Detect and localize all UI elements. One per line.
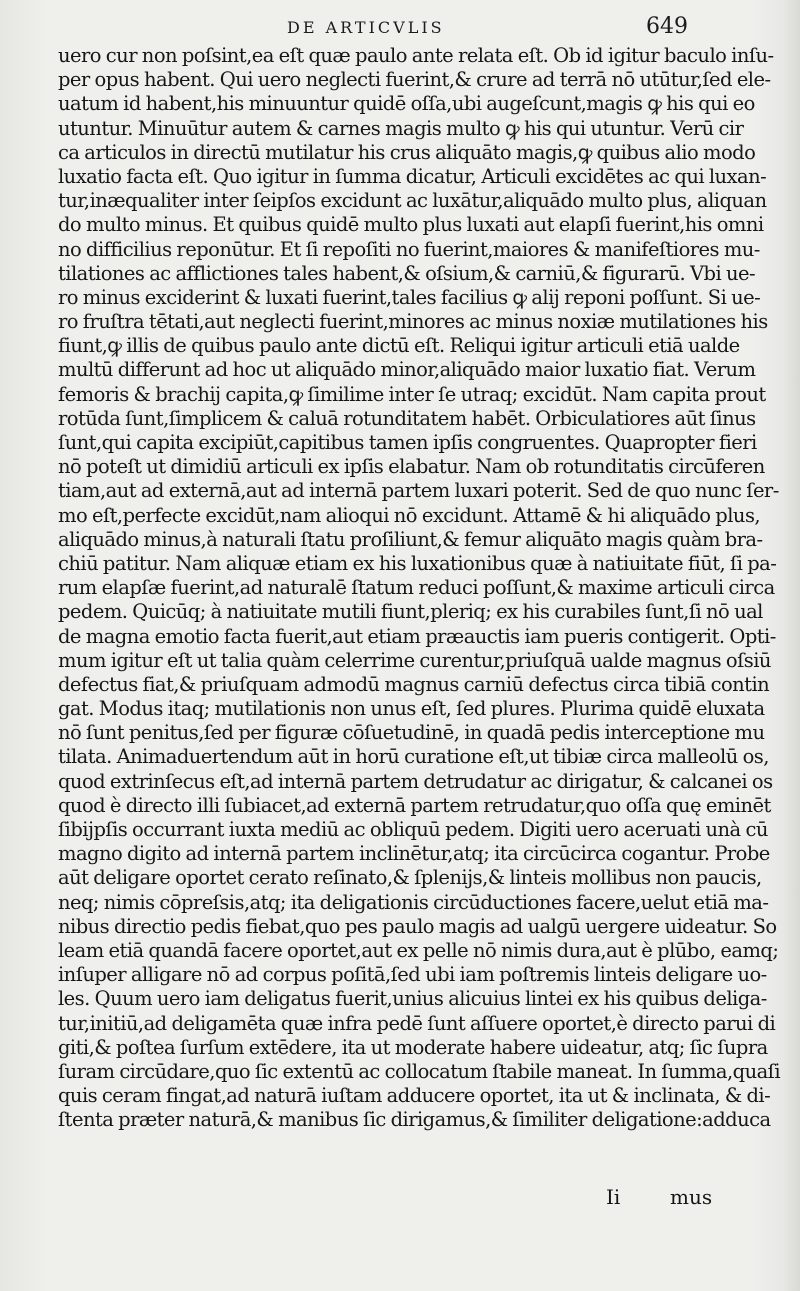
text-line: tilata. Animaduertendum aūt in horū curatione eſt,ut tibiæ circa malleolū os, (58, 745, 769, 769)
body-text (58, 44, 781, 1157)
text-line: tiam,aut ad externā,aut ad internā partem luxari poterit. Sed de quo nunc ſer- (58, 479, 779, 503)
text-line: quis ceram fingat,ad naturā iuſtam adducere oportet, ita ut & inclinata, & di- (58, 1084, 771, 1108)
text-line: ſuram circūdare,quo ſic extentū ac collocatum ſtabile maneat. In ſumma,quaſi (58, 1059, 781, 1083)
text-line: femoris & brachij capita,ꝙ ſimilime inter ſe utraq; excidūt. Nam capita prout (58, 382, 766, 406)
text-line: tilationes ac afflictiones tales habent,& oſsium,& carniū,& figurarū. Vbi ue- (58, 261, 756, 285)
text-line: inſuper alligare nō ad corpus poſitā,ſed ubi iam poſtremis linteis deligare uo- (58, 963, 767, 987)
text-line: gat. Modus itaq; mutilationis non unus eſt, ſed plures. Plurima quidē eluxata (58, 697, 765, 721)
text-line: nibus directio pedis fiebat,quo pes paulo magis ad ualgū uergere uideatur. So (58, 914, 777, 938)
text-line: tur,inæqualiter inter ſeipſos excidunt ac luxātur,aliquādo multo plus, aliquan (58, 189, 767, 213)
text-line: neq; nimis cōpreſsis,atq; ita deligationis circūductiones facere,uelut etiā ma- (58, 890, 769, 914)
text-line: no difficilius reponūtur. Et ſi repoſiti no fuerint,maiores & manifeſtiores mu- (58, 237, 760, 261)
text-line: do multo minus. Et quibus quidē multo plus luxati aut elapſi fuerint,his omni (58, 213, 764, 237)
text-line: per opus habent. Qui uero neglecti fuerint,& crure ad terrā nō utūtur,ſed ele- (58, 68, 771, 92)
text-line: rum elapſæ fuerint,ad naturalē ſtatum reduci poſſunt,& maxime articuli circa (58, 576, 775, 600)
text-line: defectus fiat,& priuſquam admodū magnus carniū defectus circa tibiā contin (58, 672, 770, 696)
text-line: utuntur. Minuūtur autem & carnes magis multo ꝙ his qui utuntur. Verū cir (58, 116, 744, 140)
text-line: ro minus exciderint & luxati fuerint,tales facilius ꝙ alij reponi poſſunt. Si ue- (58, 285, 761, 309)
text-line: quod extrinſecus eſt,ad internā partem detrudatur ac dirigatur, & calcanei os (58, 769, 773, 793)
text-line: ſibijpſis occurrant iuxta mediū ac obliquū pedem. Digiti uero aceruati unà cū (58, 818, 768, 841)
signature-mark: Ii (606, 1185, 621, 1209)
text-line: aūt deligare oportet cerato reſinato,& ſplenijs,& linteis mollibus non paucis, (58, 866, 762, 890)
text-line: chiū patitur. Nam aliquæ etiam ex his luxationibus quæ à natiuitate fiūt, ſi pa- (58, 551, 777, 575)
page-header (0, 14, 800, 44)
catchword: mus (670, 1185, 713, 1209)
page-footer (0, 1185, 800, 1215)
page-number: 649 (646, 14, 688, 39)
text-line: ſtenta præter naturā,& manibus ſic dirigamus,& ſimiliter deligatione:adduca (58, 1108, 771, 1132)
text-line: de magna emotio facta fuerit,aut etiam præauctis iam pueris contigerit. Opti- (58, 624, 776, 648)
text-line: tur,initiū,ad deligamēta quæ infra pedē ſunt aſſuere oportet,è directo parui di (58, 1011, 776, 1035)
text-line: ro fruſtra tētati,aut neglecti fuerint,minores ac minus noxiæ mutilationes his (58, 310, 768, 334)
page-edge-shadow (782, 0, 800, 1291)
text-line: uatum id habent,his minuuntur quidē oſſa,ubi augeſcunt,magis ꝙ his qui eo (58, 92, 755, 116)
text-line: rotūda ſunt,ſimplicem & caluā rotunditatem habēt. Orbiculatiores aūt ſinus (58, 406, 756, 430)
text-line: mum igitur eſt ut talia quàm celerrime curentur,priuſquā ualde magnus oſsiū (58, 648, 771, 672)
text-line: nō ſunt penitus,ſed per figuræ cōſuetudinē, in quadā pedis interceptione mu (58, 721, 765, 745)
text-line: luxatio facta eſt. Quo igitur in ſumma dicatur, Articuli excidētes ac qui luxan- (58, 164, 767, 188)
text-line: quod è directo illi ſubiacet,ad externā partem retrudatur,quo oſſa quę eminēt (58, 793, 771, 817)
text-line: fiunt,ꝙ illis de quibus paulo ante dictū eſt. Reliqui igitur articuli etiā ualde (58, 334, 740, 358)
text-line: mo eſt,perfecte excidūt,nam alioqui nō excidunt. Attamē & hi aliquādo plus, (58, 503, 761, 527)
text-line: ſunt,qui capita excipiūt,capitibus tamen ipſis congruentes. Quapropter fieri (58, 431, 757, 454)
text-line: les. Quum uero iam deligatus fuerit,unius alicuius lintei ex his quibus deliga- (58, 987, 767, 1011)
text-line: multū differunt ad hoc ut aliquādo minor,aliquādo maior luxatio fiat. Verum (58, 358, 756, 382)
running-head: DE ARTICVLIS (287, 18, 445, 37)
text-line: uero cur non poſsint,ea eſt quæ paulo ante relata eſt. Ob id igitur baculo inſu- (58, 44, 774, 67)
text-line: leam etiā quandā facere oportet,aut ex pelle nō nimis dura,aut è plūbo, eamq; (58, 938, 779, 962)
text-line: nō poteſt ut dimidiū articuli ex ipſis elabatur. Nam ob rotunditatis circūferen (58, 455, 765, 479)
text-line (58, 1132, 714, 1156)
text-line: giti,& poſtea ſurſum extēdere, ita ut moderate habere uideatur, atq; ſic ſupra (58, 1035, 768, 1059)
text-line: magno digito ad internā partem inclinētur,atq; ita circūcirca cogantur. Probe (58, 842, 770, 866)
text-line: ca articulos in directū mutilatur his crus aliquāto magis,ꝙ quibus alio modo (58, 140, 756, 164)
text-line: pedem. Quicūq; à natiuitate mutili fiunt,pleriq; ex his curabiles ſunt,ſi nō ual (58, 600, 763, 624)
text-line: aliquādo minus,à naturali ſtatu proſiliunt,& femur aliquāto magis quàm bra- (58, 527, 763, 551)
